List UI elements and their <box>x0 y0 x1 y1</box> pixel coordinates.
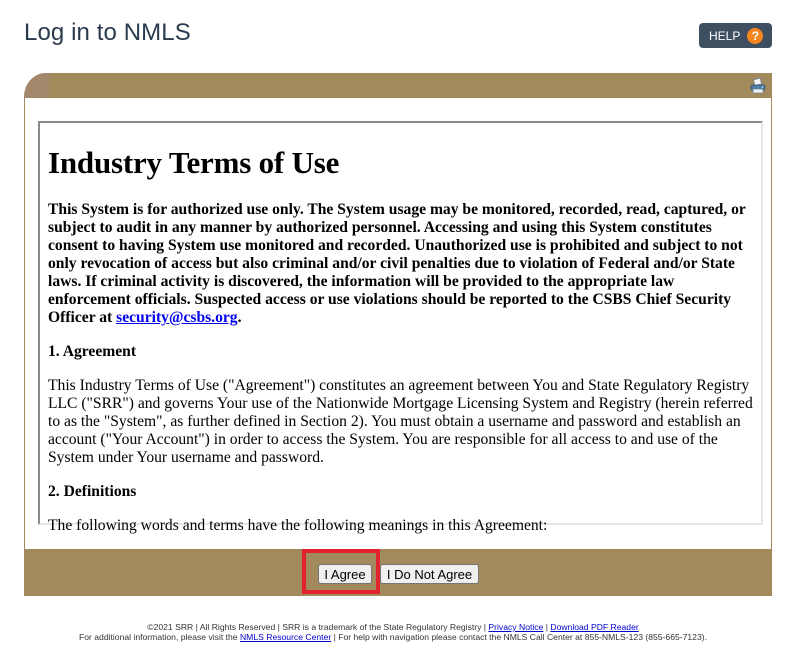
copyright-text: ©2021 SRR | All Rights Reserved | SRR is a trademark of the State Regulatory Registry | <box>147 622 489 632</box>
footer-separator: | <box>543 622 551 632</box>
section-agreement-heading: 1. Agreement <box>48 343 137 360</box>
help-question-icon: ? <box>747 28 763 44</box>
terms-scroll-area[interactable] <box>38 121 763 534</box>
section-definitions-heading: 2. Definitions <box>48 483 137 500</box>
i-agree-button[interactable]: I Agree <box>318 564 372 584</box>
panel-body <box>24 98 772 549</box>
section-definitions-text: The following words and terms have the following meanings in this Agreement: <box>48 517 548 534</box>
security-warning-end: . <box>237 309 242 326</box>
security-warning <box>48 201 753 327</box>
security-email-link[interactable]: security@csbs.org <box>116 309 238 326</box>
call-center-text: | For help with navigation please contact the NMLS Call Center at 855-NMLS-123 (855-665-7123). <box>331 632 707 642</box>
section-agreement-text: This Industry Terms of Use ("Agreement") constitutes an agreement between You and State Regulatory Registry LLC ("SRR") and governs Your use of the Nationwide Mortgage Licensing System and Registry (herein referred to as the "System", as further defined in Section 2). You must obtain a username and password and establish an account ("Your Account") in order to access the System. You are responsible for all access to and use of the System under Your username and password. <box>48 377 753 466</box>
security-warning-text: This System is for authorized use only. The System usage may be monitored, recorded, read, captured, or subject to audit in any manner by authorized personnel. Accessing and using this System constitutes consent to having System use monitored and recorded. Unauthorized use is prohibited and subject to not only revocation of access but also criminal and/or civil penalties due to violation of Federal and/or State laws. If criminal activity is discovered, the information will be provided to the appropriate law enforcement officials. Suspected access or use violations should be reported to the CSBS Chief Security Officer at <box>48 201 746 326</box>
printer-icon[interactable] <box>750 78 766 94</box>
help-button[interactable] <box>699 23 772 48</box>
panel-corner <box>24 73 49 98</box>
terms-content <box>40 145 761 535</box>
footer-line-2 <box>0 632 786 642</box>
page-footer <box>0 622 786 642</box>
terms-title: Industry Terms of Use <box>48 145 340 180</box>
panel-footer-bar <box>24 549 772 596</box>
nmls-resource-center-link[interactable]: NMLS Resource Center <box>239 632 332 642</box>
footer-info-text: For additional information, please visit the <box>78 632 240 642</box>
panel-header-bar <box>24 73 772 98</box>
i-do-not-agree-button[interactable]: I Do Not Agree <box>380 564 479 584</box>
privacy-notice-link[interactable]: Privacy Notice <box>488 622 544 632</box>
terms-panel <box>24 73 772 596</box>
help-label: HELP <box>709 28 741 43</box>
download-pdf-reader-link[interactable]: Download PDF Reader <box>550 622 639 632</box>
page-title: Log in to NMLS <box>24 19 191 46</box>
footer-line-1 <box>0 622 786 632</box>
